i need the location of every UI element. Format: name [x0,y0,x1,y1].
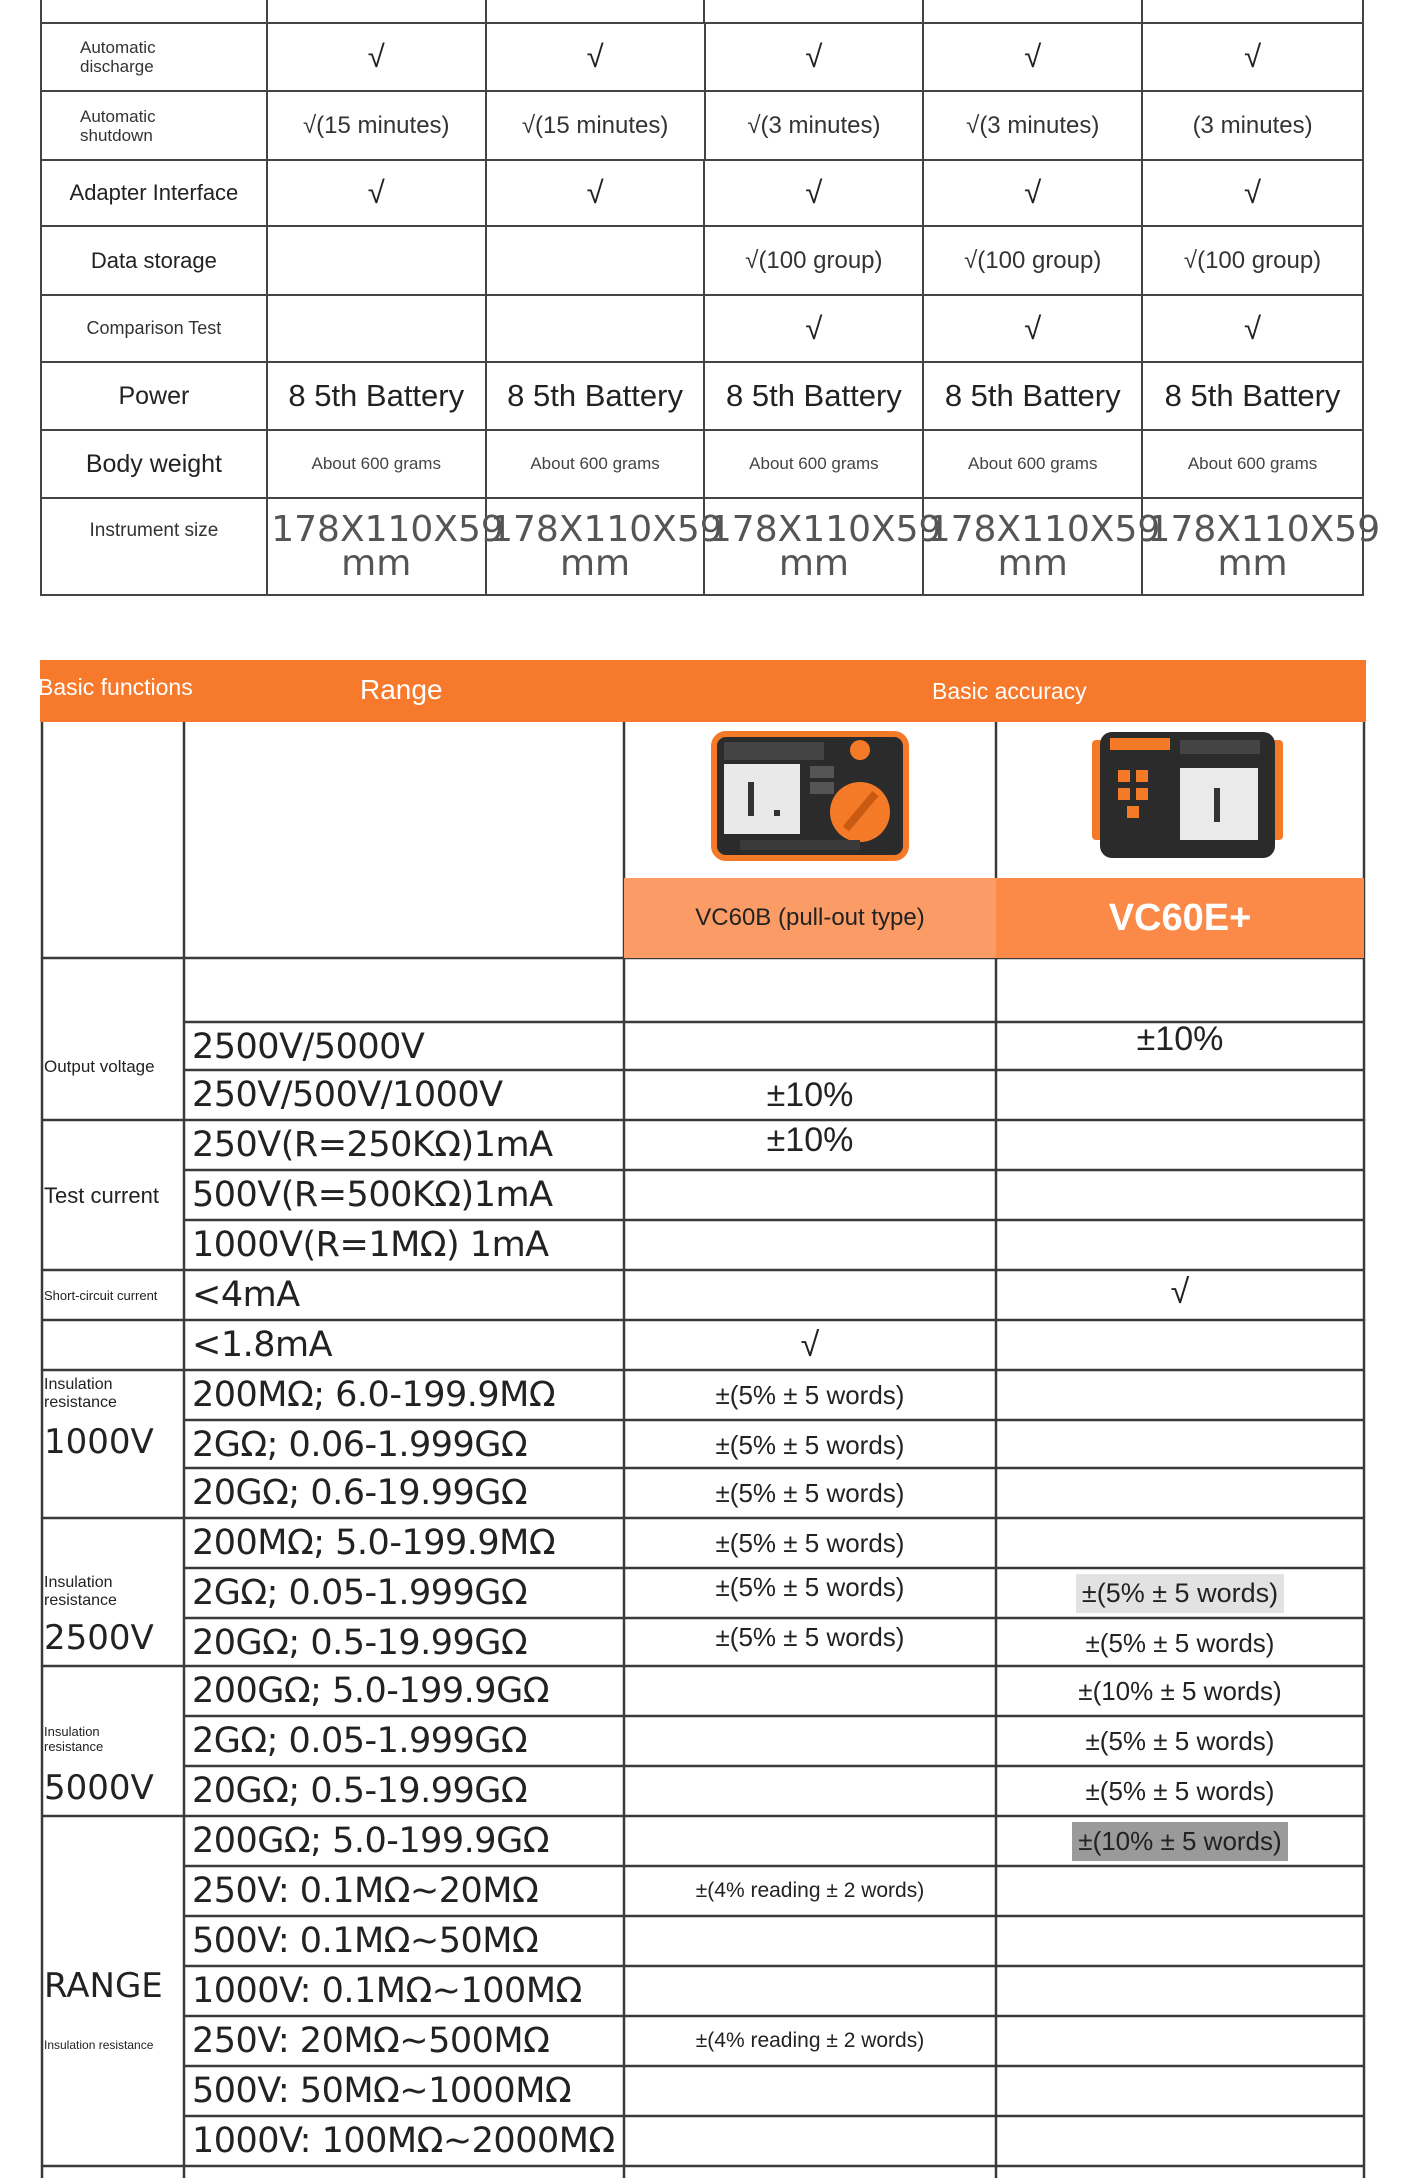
cell-value: About 600 grams [1187,454,1318,473]
spec-row-cutoff [40,0,1364,24]
vc60b-accuracy: ±10% [766,1120,854,1159]
group-ins-5000-label: Insulation resistance [44,1724,104,1754]
group-range-sub: Insulation resistance [44,2038,154,2052]
cell-value: √(100 group) [745,246,883,274]
cell-value: √(100 group) [964,246,1102,274]
spec-row [40,24,1364,92]
range-value: 250V/500V/1000V [192,1075,503,1115]
cell-value: 178X110X59 mm [708,509,942,584]
range-value: 2GΩ; 0.05-1.999GΩ [192,1721,528,1761]
vc60e-accuracy: ±(10% ± 5 words) [1078,1675,1282,1706]
range-value: 200GΩ; 5.0-199.9GΩ [192,1821,549,1861]
range-value: 200GΩ; 5.0-199.9GΩ [192,1671,549,1711]
range-value: 20GΩ; 0.5-19.99GΩ [192,1771,528,1811]
range-value: 250V: 20MΩ~500MΩ [192,2021,550,2061]
range-value: 200MΩ; 5.0-199.9MΩ [192,1523,556,1563]
vc60b-accuracy: ±(4% reading ± 2 words) [695,1879,925,1902]
check-mark: √ [586,39,604,74]
cell-value: About 600 grams [311,454,441,473]
vc60b-accuracy: ±(5% ± 5 words) [715,1429,905,1460]
range-value: 250V(R=250KΩ)1mA [192,1125,553,1165]
vc60e-accuracy-highlight: ±(5% ± 5 words) [1076,1574,1284,1613]
cell-value: √(15 minutes) [521,111,669,139]
range-value: 200MΩ; 6.0-199.9MΩ [192,1375,556,1415]
group-ins-2500-label: Insulation resistance [44,1574,117,1609]
check-mark: √ [367,39,385,74]
group-short-circuit: Short-circuit current [44,1288,158,1303]
spec-row [40,296,1364,363]
spec-row [40,161,1364,227]
vc60e-accuracy: ±10% [1136,1019,1224,1058]
range-value: <1.8mA [192,1325,333,1365]
check-mark: √ [1024,175,1042,210]
cell-value: (3 minutes) [1192,111,1313,139]
vc60b-accuracy: √ [800,1325,820,1364]
vc60b-accuracy: ±(5% ± 5 words) [715,1527,905,1558]
row-label: Instrument size [89,520,219,541]
group-test-current: Test current [44,1183,159,1208]
vc60b-accuracy: ±(5% ± 5 words) [715,1379,905,1410]
row-label: Comparison Test [86,318,222,338]
range-value: 500V(R=500KΩ)1mA [192,1175,553,1215]
vc60e-accuracy: ±(5% ± 5 words) [1085,1627,1275,1658]
header-basic-functions: Basic functions [38,674,193,700]
cell-value: √(3 minutes) [966,111,1100,139]
check-mark: √ [1244,39,1262,74]
range-value: 250V: 0.1MΩ~20MΩ [192,1871,539,1911]
check-mark: √ [1024,39,1042,74]
cell-value: 178X110X59 mm [271,509,504,584]
cell-value: √(3 minutes) [747,111,881,139]
spec-row [40,227,1364,296]
cell-value: 8 5th Battery [944,378,1121,413]
model-vc60b-label: VC60B (pull-out type) [695,904,925,931]
cell-value: About 600 grams [530,454,660,473]
accuracy-table [40,660,1366,2178]
row-label: Automatic discharge [80,38,156,76]
group-ins-2500-value: 2500V [44,1618,154,1658]
spec-row [40,499,1381,596]
header-range: Range [360,674,443,705]
spec-row [40,92,1364,161]
model-vc60e-label: VC60E+ [1108,896,1252,939]
check-mark: √ [805,175,823,210]
check-mark: √ [1244,175,1262,210]
vc60b-product-image [710,730,910,862]
row-label: Power [118,381,190,410]
range-value: 2GΩ; 0.05-1.999GΩ [192,1573,528,1613]
vc60e-accuracy [996,1568,1364,1618]
cell-value: √(100 group) [1183,246,1322,274]
cell-value: 8 5th Battery [1164,378,1341,413]
row-label: Body weight [85,449,223,478]
model-vc60e-header [996,878,1364,958]
range-value: 2500V/5000V [192,1027,425,1067]
spec-row [40,431,1364,499]
spec-row [40,363,1364,431]
cell-value: About 600 grams [749,454,879,473]
vc60e-accuracy: ±(5% ± 5 words) [1085,1775,1275,1806]
vc60e-accuracy [996,1816,1364,1866]
range-value: 500V: 0.1MΩ~50MΩ [192,1921,539,1961]
check-mark: √ [805,39,823,74]
group-ins-1000-value: 1000V [44,1422,154,1462]
cell-value: About 600 grams [967,454,1098,473]
range-value: 20GΩ; 0.5-19.99GΩ [192,1623,528,1663]
header-basic-accuracy: Basic accuracy [932,678,1087,704]
vc60b-accuracy: ±(4% reading ± 2 words) [695,2029,925,2052]
group-ins-1000-label: Insulation resistance [44,1376,117,1411]
vc60e-accuracy: ±(5% ± 5 words) [1085,1725,1275,1756]
spec-table [40,0,1381,595]
range-value: 1000V: 0.1MΩ~100MΩ [192,1971,582,2011]
vc60b-accuracy: ±(5% ± 5 words) [715,1621,905,1652]
cell-value: 8 5th Battery [726,378,902,413]
group-output-voltage: Output voltage [44,1057,155,1076]
range-value: 1000V: 100MΩ~2000MΩ [192,2121,615,2161]
row-label: Data storage [90,247,217,273]
model-vc60b-header [624,878,996,958]
range-value: 20GΩ; 0.6-19.99GΩ [192,1473,528,1513]
range-value: 2GΩ; 0.06-1.999GΩ [192,1425,528,1465]
row-label: Adapter Interface [69,180,239,205]
vc60e-product-image [1090,730,1285,862]
check-mark: √ [1244,310,1262,346]
range-value: 500V: 50MΩ~1000MΩ [192,2071,572,2111]
range-value: 1000V(R=1MΩ) 1mA [192,1225,549,1265]
cell-value: 8 5th Battery [288,378,465,413]
check-mark: √ [1024,310,1042,346]
cell-value: 178X110X59 mm [490,509,723,584]
group-ins-5000-value: 5000V [44,1768,154,1808]
vc60b-accuracy: ±(5% ± 5 words) [715,1477,905,1508]
cell-value: √(15 minutes) [302,111,450,139]
check-mark: √ [367,175,385,210]
cell-value: 178X110X59 mm [927,509,1161,584]
vc60e-accuracy: √ [1170,1272,1190,1311]
vc60b-accuracy: ±10% [766,1075,854,1114]
check-mark: √ [805,310,823,346]
check-mark: √ [586,175,604,210]
range-value: <4mA [192,1275,300,1315]
cell-value: 8 5th Battery [507,378,683,413]
vc60b-accuracy: ±(5% ± 5 words) [715,1571,905,1602]
row-label: Automatic shutdown [80,106,156,145]
vc60e-accuracy-highlight: ±(10% ± 5 words) [1072,1822,1287,1861]
cell-value: 178X110X59 mm [1147,509,1381,584]
group-range-title: RANGE [44,1966,163,2006]
